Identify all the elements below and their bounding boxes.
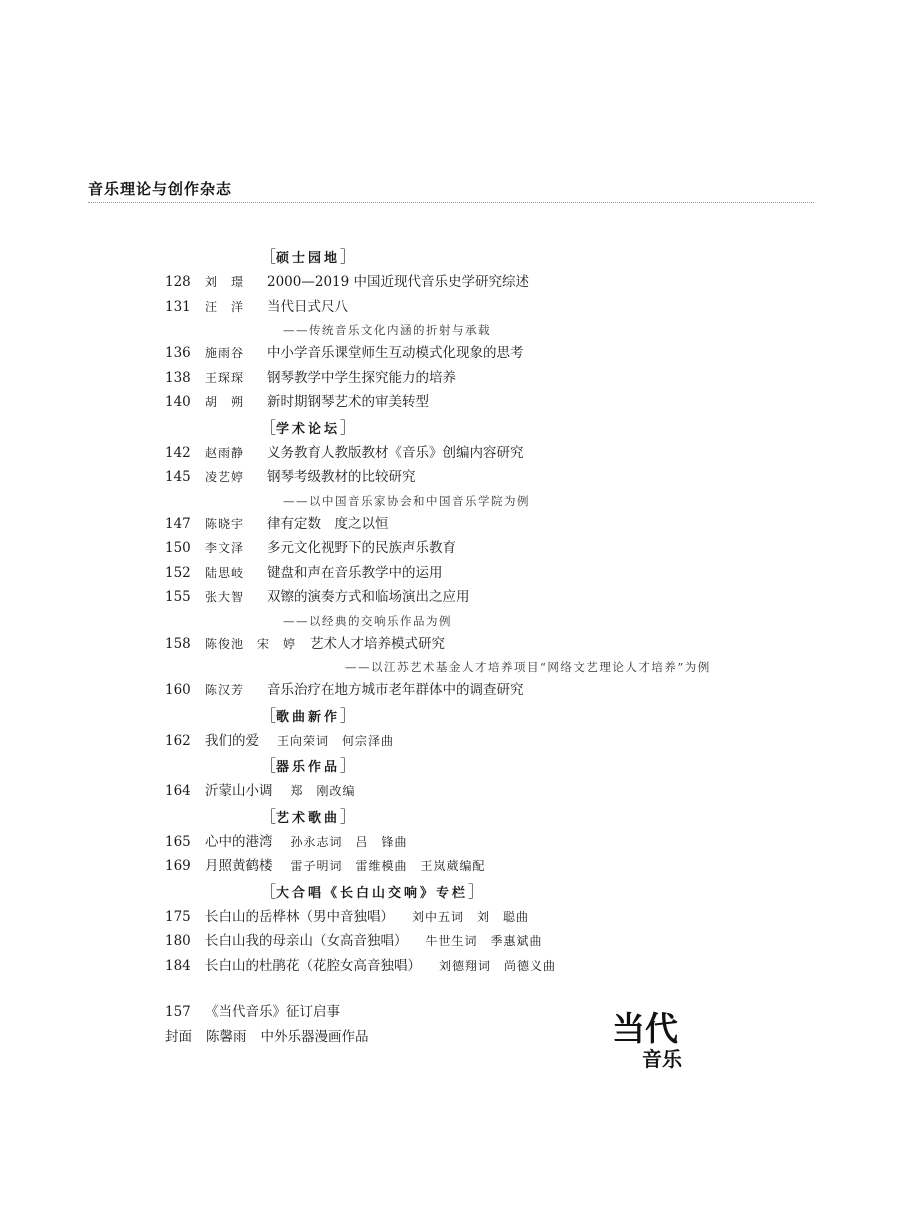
- song-credits: 刘中五词 刘 聪曲: [412, 909, 530, 924]
- toc-entry[interactable]: [165, 905, 825, 930]
- page-number: 145: [165, 469, 191, 485]
- song-title: 长白山的岳桦林（男中音独唱）: [205, 908, 394, 925]
- song-title: 我们的爱: [205, 732, 259, 749]
- toc-entry[interactable]: [165, 954, 825, 979]
- song-title: 长白山的杜鹃花（花腔女高音独唱）: [205, 957, 421, 974]
- toc-entry[interactable]: [165, 830, 825, 855]
- song-credits: 王向荣词 何宗泽曲: [277, 733, 395, 748]
- article-title: 键盘和声在音乐教学中的运用: [267, 564, 443, 581]
- page-number: 136: [165, 345, 191, 361]
- toc-entry[interactable]: [165, 929, 825, 954]
- page-number: 175: [165, 908, 191, 925]
- article-title: 新时期钢琴艺术的审美转型: [267, 394, 429, 410]
- page-number: 160: [165, 682, 191, 698]
- song-title: 长白山我的母亲山（女高音独唱）: [205, 933, 408, 949]
- toc-entry[interactable]: [165, 632, 825, 657]
- logo-line2: 音乐: [642, 1047, 682, 1071]
- article-title: 律有定数 度之以恒: [267, 515, 389, 532]
- song-credits: 刘德翔词 尚德义曲: [439, 958, 557, 973]
- section-heading: ［歌曲新作］: [260, 705, 357, 725]
- toc-entry[interactable]: [165, 729, 825, 754]
- section-title: 器乐作品: [276, 760, 341, 775]
- author: 凌艺婷: [205, 470, 245, 484]
- journal-name: 音乐理论与创作杂志: [88, 180, 233, 198]
- author: 王琛琛: [205, 370, 245, 385]
- article-title: 艺术人才培养模式研究: [310, 635, 446, 652]
- page-number: 147: [165, 515, 191, 532]
- page-number: 169: [165, 858, 191, 874]
- article-title: 义务教育人教版教材《音乐》创编内容研究: [267, 444, 524, 461]
- article-subtitle: ——以经典的交响乐作品为例: [283, 613, 452, 628]
- song-title: 沂蒙山小调: [205, 783, 273, 799]
- section-title: 学术论坛: [276, 421, 341, 437]
- section-title: 艺术歌曲: [276, 810, 341, 826]
- author: 张大智: [205, 590, 245, 604]
- song-credits: 雷子明词 雷维模曲 王岚葳编配: [290, 859, 486, 873]
- section-heading: ［学术论坛］: [260, 417, 357, 437]
- page-number: 164: [165, 783, 191, 799]
- toc-entry[interactable]: [165, 779, 825, 804]
- page-number: 184: [165, 957, 191, 974]
- section-heading: ［硕士园地］: [260, 247, 357, 266]
- page-number: 158: [165, 635, 191, 652]
- article-title: 多元文化视野下的民族声乐教育: [267, 540, 456, 556]
- toc-entry[interactable]: [165, 341, 825, 366]
- song-credits: 孙永志词 吕 锋曲: [290, 834, 408, 849]
- author: 陆思岐: [205, 565, 245, 580]
- author: 刘 璟: [205, 275, 245, 289]
- section-title: 硕士园地: [276, 251, 341, 266]
- page-number: 131: [165, 298, 191, 315]
- page-number: 142: [165, 444, 191, 461]
- cover-author: 陈馨雨: [206, 1028, 247, 1045]
- toc-entry[interactable]: [165, 295, 825, 320]
- article-subtitle: ——以中国音乐家协会和中国音乐学院为例: [283, 493, 530, 508]
- section-title: 歌曲新作: [276, 709, 341, 725]
- section-heading: ［器乐作品］: [260, 756, 357, 775]
- toc-entry[interactable]: [165, 465, 825, 490]
- toc-entry[interactable]: [165, 561, 825, 586]
- article-subtitle: ——以江苏艺术基金人才培养项目“网络文艺理论人才培养”为例: [345, 660, 711, 674]
- page-number: 180: [165, 933, 191, 949]
- page-number: 138: [165, 369, 191, 386]
- toc-entry[interactable]: [165, 678, 825, 703]
- page-number: 140: [165, 394, 191, 410]
- article-title: 音乐治疗在地方城市老年群体中的调查研究: [267, 682, 524, 698]
- article-subtitle: ——传统音乐文化内涵的折射与承载: [283, 323, 491, 337]
- toc-entry[interactable]: [165, 366, 825, 391]
- article-title: 当代日式尺八: [267, 298, 348, 315]
- author: 赵雨静: [205, 445, 245, 460]
- toc-entry[interactable]: [165, 536, 825, 561]
- section-title: 大合唱《长白山交响》专栏: [276, 885, 469, 901]
- author: 李文泽: [205, 541, 245, 555]
- calligraphy-logo: [612, 1006, 692, 1072]
- author: 汪 洋: [205, 299, 245, 314]
- notice-entry[interactable]: [165, 1000, 369, 1025]
- cover-text: 中外乐器漫画作品: [260, 1028, 369, 1045]
- article-title: 2000—2019 中国近现代音乐史学研究综述: [267, 274, 530, 290]
- article-title: 中小学音乐课堂师生互动模式化现象的思考: [267, 345, 524, 361]
- page-number: 128: [165, 274, 191, 290]
- author: 陈汉芳: [205, 683, 245, 697]
- toc-entry[interactable]: [165, 585, 825, 610]
- author: 陈晓宇: [205, 516, 245, 531]
- article-title: 钢琴教学中学生探究能力的培养: [267, 369, 456, 386]
- song-credits: 郑 刚改编: [290, 784, 356, 798]
- journal-logo: [612, 1006, 692, 1076]
- page-number: 165: [165, 833, 191, 850]
- song-title: 心中的港湾: [205, 833, 273, 850]
- header-divider: [88, 202, 814, 203]
- toc-entry[interactable]: [165, 512, 825, 537]
- article-title: 双镲的演奏方式和临场演出之应用: [267, 589, 470, 605]
- page-number: 152: [165, 564, 191, 581]
- toc-entry[interactable]: [165, 390, 825, 415]
- logo-line1: 当代: [612, 1009, 678, 1048]
- page-number: 157: [165, 1004, 191, 1020]
- toc-entry[interactable]: [165, 441, 825, 466]
- notice-text: 《当代音乐》征订启事: [205, 1004, 340, 1020]
- author: 胡 朔: [205, 395, 245, 409]
- cover-credit: [165, 1025, 369, 1050]
- page-number: 162: [165, 732, 191, 749]
- toc-entry[interactable]: [165, 270, 825, 295]
- toc-entry[interactable]: [165, 854, 825, 879]
- section-heading: ［艺术歌曲］: [260, 806, 357, 826]
- section-heading: ［大合唱《长白山交响》专栏］: [260, 881, 485, 901]
- page-number: 150: [165, 540, 191, 556]
- page-number: 155: [165, 589, 191, 605]
- song-title: 月照黄鹤楼: [205, 858, 273, 874]
- author: 施雨谷: [205, 346, 245, 360]
- table-of-contents: [165, 244, 825, 978]
- article-title: 钢琴考级教材的比较研究: [267, 469, 416, 485]
- author: 陈俊池 宋 婷: [205, 636, 297, 651]
- cover-label: 封面: [165, 1028, 192, 1045]
- notices: [165, 1000, 369, 1049]
- song-credits: 牛世生词 季惠斌曲: [425, 934, 543, 948]
